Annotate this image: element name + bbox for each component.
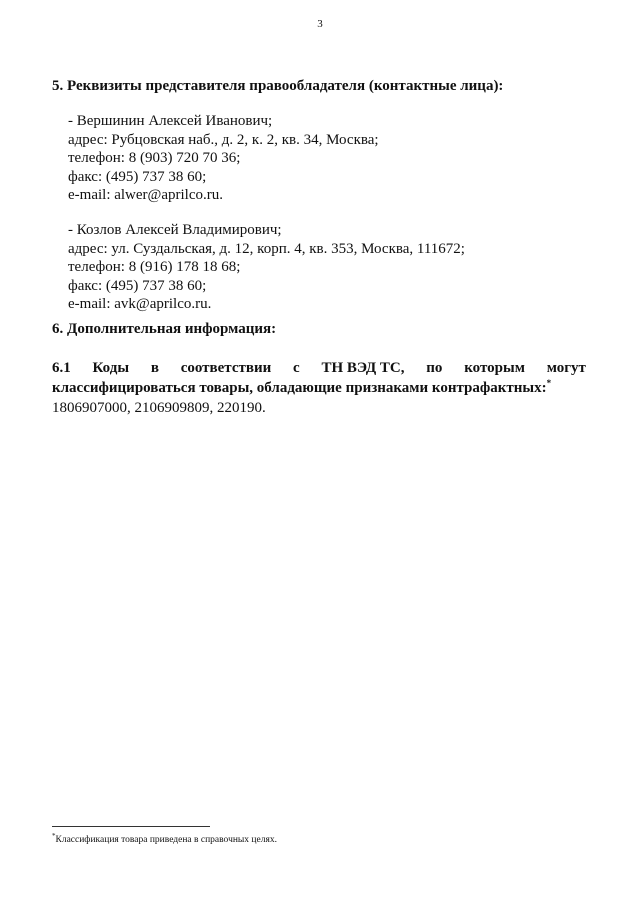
paragraph-word: по (426, 360, 443, 376)
contact-person-2 (68, 221, 465, 314)
paragraph-first-line (52, 358, 586, 378)
section-5-heading: 5. Реквизиты представителя правообладателя (контактные лица): (52, 78, 504, 94)
page-number: 3 (317, 18, 323, 30)
section-6-1-paragraph (52, 358, 586, 418)
contact-name: - Козлов Алексей Владимирович; (68, 222, 282, 238)
paragraph-word: в (150, 360, 159, 376)
footnote-separator (52, 826, 210, 827)
footnote-reference: * (546, 378, 552, 388)
paragraph-word: с (293, 360, 300, 376)
paragraph-word: которым (464, 360, 525, 376)
contact-person-1 (68, 112, 379, 205)
contact-email: e-mail: avk@aprilco.ru. (68, 296, 212, 313)
paragraph-text: классифицироваться товары, обладающие признаками контрафактных: (52, 380, 547, 396)
paragraph-word: могут (546, 360, 586, 376)
footnote-text: Классификация товара приведена в справочных целях. (55, 835, 277, 845)
contact-fax: факс: (495) 737 38 60; (68, 168, 207, 185)
paragraph-word: ТН ВЭД ТС, (321, 360, 405, 376)
footnote (52, 831, 277, 845)
contact-address: адрес: ул. Суздальская, д. 12, корп. 4, кв. 353, Москва, 111672; (68, 240, 465, 257)
contact-phone: телефон: 8 (916) 178 18 68; (68, 259, 241, 276)
section-6-heading: 6. Дополнительная информация: (52, 321, 277, 337)
paragraph-second-line (52, 378, 586, 398)
item-number: 6.1 (52, 360, 71, 376)
paragraph-word: Коды (92, 360, 130, 376)
footnote-mark: * (52, 831, 56, 840)
contact-address: адрес: Рубцовская наб., д. 2, к. 2, кв. 34, Москва; (68, 131, 379, 148)
contact-name: - Вершинин Алексей Иванович; (68, 113, 273, 129)
paragraph-word: соответствии (180, 360, 272, 376)
tn-ved-codes: 1806907000, 2106909809, 220190. (52, 400, 266, 416)
contact-fax: факс: (495) 737 38 60; (68, 277, 207, 294)
contact-email: e-mail: alwer@aprilco.ru. (68, 187, 223, 204)
contact-phone: телефон: 8 (903) 720 70 36; (68, 150, 241, 167)
